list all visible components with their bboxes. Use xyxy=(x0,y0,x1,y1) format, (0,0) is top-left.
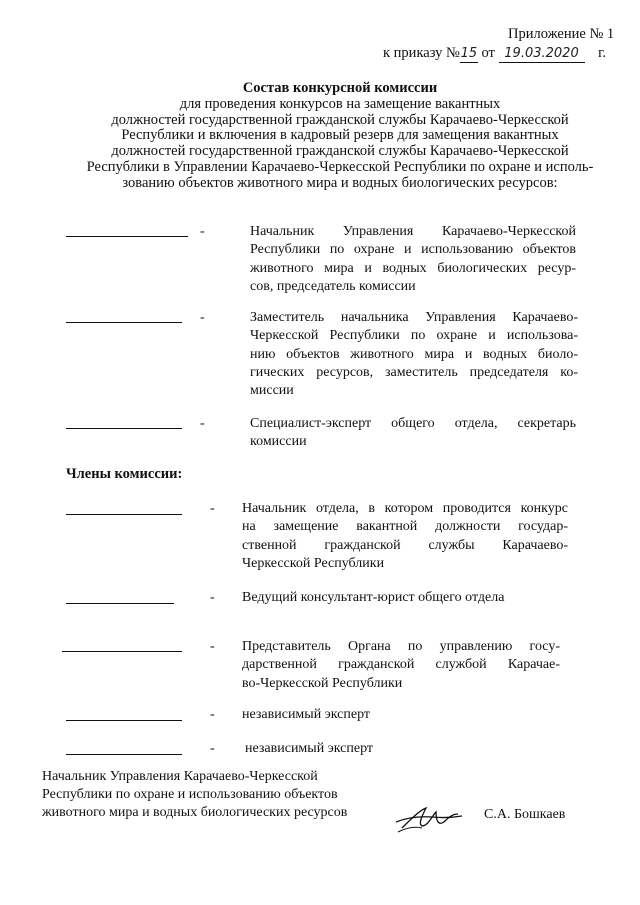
title-line: зованию объектов животного мира и водных биологических ресурсов: xyxy=(122,174,558,191)
entry-line: Ведущий консультант-юрист общего отдела xyxy=(242,590,505,605)
entry-line: нию объектов животного мира и водных биоло- xyxy=(250,346,578,362)
entry-line: Черкесской Республики по охране и использова- xyxy=(250,328,578,344)
entry-line: независимый эксперт xyxy=(245,741,374,756)
order-date: 19.03.2020 xyxy=(499,45,585,63)
entry-line: Республики по охране и использованию объектов xyxy=(250,242,576,258)
entry-dash: - xyxy=(210,639,215,654)
entry-line: миссии xyxy=(250,383,294,399)
commission-entry-deputy xyxy=(250,309,578,400)
member-entry-civil-service-representative xyxy=(242,638,560,693)
entry-dash: - xyxy=(200,310,205,325)
member-entry-independent-expert xyxy=(242,706,542,724)
members-heading: Члены комиссии: xyxy=(66,466,183,482)
title-line: для проведения конкурсов на замещение вакантных xyxy=(179,95,501,112)
member-entry-legal-consultant xyxy=(242,589,572,607)
signatory-position xyxy=(42,768,347,822)
member-entry-independent-expert xyxy=(245,740,545,758)
signatory-name: С.А. Бошкаев xyxy=(484,807,566,822)
title-heading: Состав конкурсной комиссии xyxy=(242,80,438,96)
year-suffix: г. xyxy=(598,45,607,61)
name-blank-line xyxy=(66,322,182,323)
title-line: должностей государственной гражданской службы Карачаево-Черкесской xyxy=(111,143,569,160)
order-reference xyxy=(383,45,606,63)
entry-line: Начальник Управления Карачаево-Черкесской xyxy=(250,224,576,239)
name-blank-line xyxy=(66,720,182,721)
entry-dash: - xyxy=(200,224,205,239)
date-prefix: от xyxy=(481,45,495,61)
entry-line: Специалист-эксперт общего отдела, секретарь xyxy=(250,416,576,431)
entry-line: гических ресурсов, заместитель председателя ко- xyxy=(250,364,578,380)
entry-line: ственной гражданской службы Карачаево- xyxy=(242,537,568,553)
name-blank-line xyxy=(62,651,182,652)
entry-line: Заместитель начальника Управления Карачаево- xyxy=(250,310,578,325)
entry-line: на замещение вакантной должности государ- xyxy=(242,519,568,535)
name-blank-line xyxy=(66,603,174,604)
order-number: 15 xyxy=(460,46,478,61)
entry-line: комиссии xyxy=(250,434,307,450)
entry-line: независимый эксперт xyxy=(242,707,371,722)
document-title xyxy=(60,81,620,192)
signatory-line: Республики по охране и использованию объектов xyxy=(42,787,338,802)
title-line: должностей государственной гражданской службы Карачаево-Черкесской xyxy=(111,111,569,128)
entry-line: дарственной гражданской службой Карачае- xyxy=(242,657,560,673)
commission-entry-chairman xyxy=(250,223,576,296)
entry-line: животного мира и водных биологических ресур- xyxy=(250,260,576,276)
entry-dash: - xyxy=(210,741,215,756)
order-prefix: к приказу № xyxy=(383,45,460,61)
member-entry-department-head xyxy=(242,500,568,573)
entry-line: сов, председатель комиссии xyxy=(250,278,416,294)
signatory-line: Начальник Управления Карачаево-Черкесской xyxy=(42,769,318,784)
entry-dash: - xyxy=(210,707,215,722)
entry-line: Начальник отдела, в котором проводится конкурс xyxy=(242,501,568,516)
title-line: Республики и включения в кадровый резерв для замещения вакантных xyxy=(121,127,559,144)
name-blank-line xyxy=(66,754,182,755)
handwritten-signature xyxy=(392,798,472,838)
entry-line: Представитель Органа по управлению госу- xyxy=(242,639,560,654)
name-blank-line xyxy=(66,236,188,237)
commission-entry-secretary xyxy=(250,415,576,452)
entry-dash: - xyxy=(210,590,215,605)
signatory-line: животного мира и водных биологических ресурсов xyxy=(42,805,348,820)
entry-line: Черкесской Республики xyxy=(242,555,385,571)
appendix-label: Приложение № 1 xyxy=(508,26,615,42)
entry-dash: - xyxy=(200,416,205,431)
name-blank-line xyxy=(66,428,182,429)
entry-dash: - xyxy=(210,501,215,516)
entry-line: во-Черкесской Республики xyxy=(242,675,403,691)
name-blank-line xyxy=(66,514,182,515)
title-line: Республики в Управлении Карачаево-Черкесской Республики по охране и исполь- xyxy=(86,158,594,175)
